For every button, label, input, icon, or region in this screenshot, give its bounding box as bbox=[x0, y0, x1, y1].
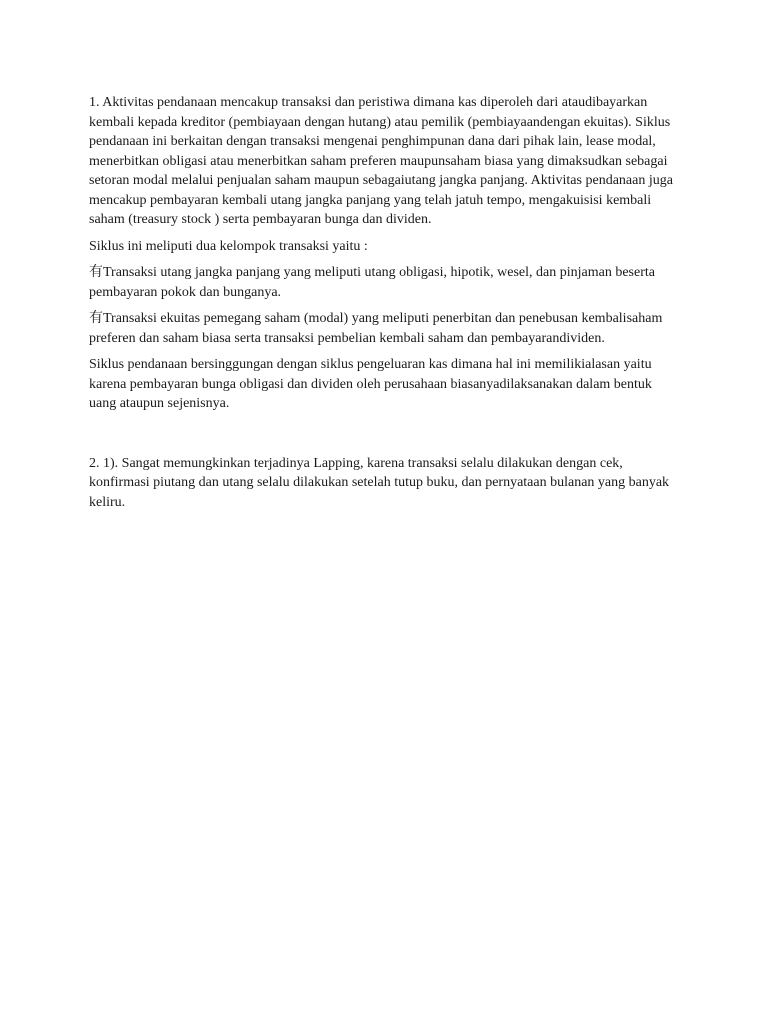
paragraph-financing-activities: 1. Aktivitas pendanaan mencakup transaksi dan peristiwa dimana kas diperoleh dari ataudibayarkan kembali kepada kreditor (pembiayaan dengan hutang) atau pemilik (pembiayaandengan ekuitas). Siklus pendanaan ini berkaitan dengan transaksi mengenai penghimpunan dana dari pihak lain, lease modal, menerbitkan obligasi atau menerbitkan saham preferen maupunsaham biasa yang dimaksudkan sebagai setoran modal melalui penjualan saham maupun sebagaiutang jangka panjang. Aktivitas pendanaan juga mencakup pembayaran kembali utang jangka panjang yang telah jatuh tempo, mengakuisisi kembali saham (treasury stock ) serta pembayaran bunga dan dividen. bbox=[89, 95, 673, 227]
bullet-item-text: Transaksi ekuitas pemegang saham (modal) yang meliputi penerbitan dan penebusan kembalisaham preferen dan saham biasa serta transaksi pembelian kembali saham dan pembayarandividen. bbox=[89, 311, 663, 346]
bullet-item-text: Transaksi utang jangka panjang yang meliputi utang obligasi, hipotik, wesel, dan pinjaman beserta pembayaran pokok dan bunganya. bbox=[89, 265, 655, 300]
section-spacer bbox=[89, 421, 679, 454]
bullet-glyph: 有 bbox=[89, 265, 103, 280]
document-body bbox=[89, 93, 679, 519]
bullet-item-long-term-debt bbox=[89, 263, 679, 302]
paragraph-cycle-intersection: Siklus pendanaan bersinggungan dengan siklus pengeluaran kas dimana hal ini memilikialasan yaitu karena pembayaran bunga obligasi dan dividen oleh perusahaan biasanyadilaksanakan dalam bentuk uang ataupun sejenisnya. bbox=[89, 357, 652, 411]
bullet-item-equity bbox=[89, 309, 679, 348]
paragraph-cycle-groups-intro: Siklus ini meliputi dua kelompok transaksi yaitu : bbox=[89, 238, 368, 254]
bullet-glyph: 有 bbox=[89, 311, 103, 326]
paragraph-answer-two: 2. 1). Sangat memungkinkan terjadinya Lapping, karena transaksi selalu dilakukan dengan cek, konfirmasi piutang dan utang selalu dilakukan setelah tutup buku, dan pernyataan bulanan yang banyak keliru. bbox=[89, 455, 670, 510]
